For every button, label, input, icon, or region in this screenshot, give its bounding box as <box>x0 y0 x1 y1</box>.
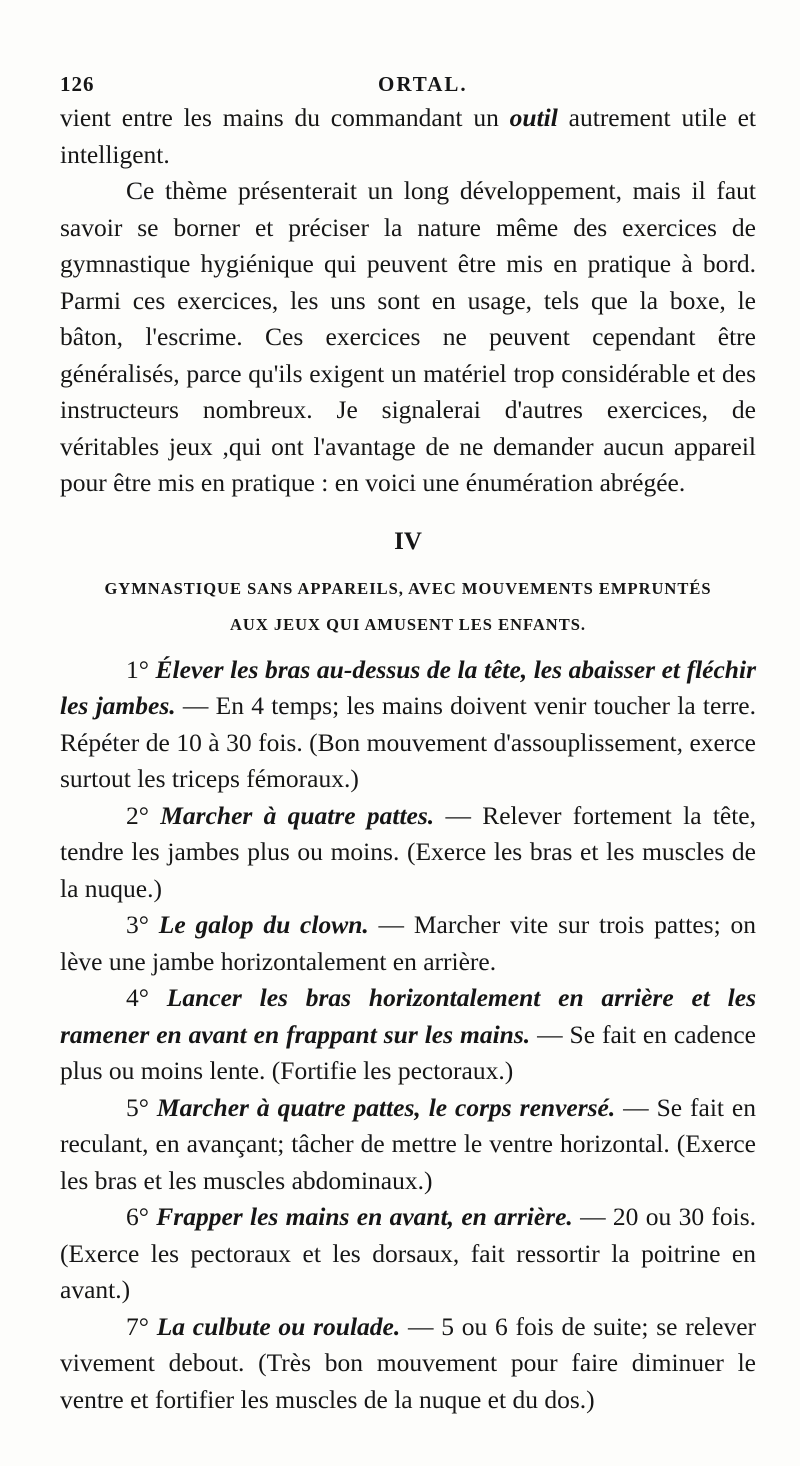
exercise-number: 1° <box>126 654 149 684</box>
exercise-text: — Relever fortement la tête, tendre les jambes plus ou moins. (Exerce les bras et les muscles de la nuque.) <box>60 800 757 903</box>
exercise-title: Le galop du clown. <box>158 910 369 939</box>
running-head <box>60 64 756 100</box>
exercise-text: — Se fait en reculant, en avançant; tâcher de mettre le ventre horizontal. (Exerce les bras et les muscles abdominaux.) <box>60 1092 756 1195</box>
exercise-title: Lancer les bras horizontalement en arrière et les ramener en avant en frappant sur les mains. <box>60 983 756 1049</box>
exercise-6 <box>60 1199 756 1309</box>
exercise-number: 4° <box>126 983 149 1012</box>
exercise-number: 2° <box>126 800 149 830</box>
section-number: IV <box>394 527 422 555</box>
exercise-text: — En 4 temps; les mains doivent venir toucher la terre. Répéter de 10 à 30 fois. (Bon mouvement d'assouplissement, exerce surtout les triceps fémoraux.) <box>60 691 756 793</box>
page-number: 126 <box>60 72 95 96</box>
exercise-title: La culbute ou roulade. <box>156 1311 401 1341</box>
exercise-text: — 5 ou 6 fois de suite; se relever vivement debout. (Très bon mouvement pour faire diminuer le ventre et fortifier les muscles de la nuque et du dos.) <box>60 1311 757 1414</box>
exercise-1 <box>60 652 756 798</box>
exercise-text: — 20 ou 30 fois. (Exerce les pectoraux et les dorsaux, fait ressortir la poitrine en avant.) <box>60 1202 757 1304</box>
exercise-7 <box>60 1309 756 1419</box>
exercise-number: 5° <box>126 1092 149 1122</box>
exercise-title: Frapper les mains en avant, en arrière. <box>156 1202 573 1231</box>
exercise-5 <box>60 1090 756 1200</box>
exercise-3 <box>60 907 756 980</box>
exercise-2 <box>60 798 756 908</box>
paragraph-intro-continuation: vient entre les mains du commandant un outil autrement utile et intelligent. <box>60 103 756 169</box>
exercise-number: 3° <box>126 910 149 939</box>
exercise-title: Élever les bras au-dessus de la tête, les abaisser et fléchir les jambes. <box>60 654 756 720</box>
section-title-line-2: AUX JEUX QUI AMUSENT LES ENFANTS. <box>229 614 587 634</box>
exercise-number: 7° <box>126 1311 149 1341</box>
exercise-text: — Marcher vite sur trois pattes; on lève une jambe horizontalement en arrière. <box>60 910 756 976</box>
emphasis-outil: outil <box>509 103 558 132</box>
exercise-title: Marcher à quatre pattes, le corps renversé. <box>156 1092 616 1122</box>
paragraph-theme: Ce thème présenterait un long développement, mais il faut savoir se borner et préciser la nature même des exercices de gymnastique hygiénique qui peuvent être mis en pratique à bord. Parmi ces exercices, les uns sont en usage, tels que la boxe, le bâton, l'escrime. Ces exercices ne peuvent cependant être généralisés, parce qu'ils exigent un matériel trop considérable et des instructeurs nombreux. Je signalerai d'autres exercices, de véritables jeux ,qui ont l'avantage de ne demander aucun appareil pour être mis en pratique : en voici une énumération abrégée. <box>60 176 756 497</box>
section-title-line-1: GYMNASTIQUE SANS APPAREILS, AVEC MOUVEMENTS EMPRUNTÉS <box>104 578 712 598</box>
exercise-text: — Se fait en cadence plus ou moins lente. (Fortifie les pectoraux.) <box>60 1019 756 1085</box>
exercise-number: 6° <box>126 1202 149 1231</box>
exercise-title: Marcher à quatre pattes. <box>160 800 435 830</box>
exercise-4 <box>60 980 756 1090</box>
running-title: ORTAL. <box>378 72 468 96</box>
